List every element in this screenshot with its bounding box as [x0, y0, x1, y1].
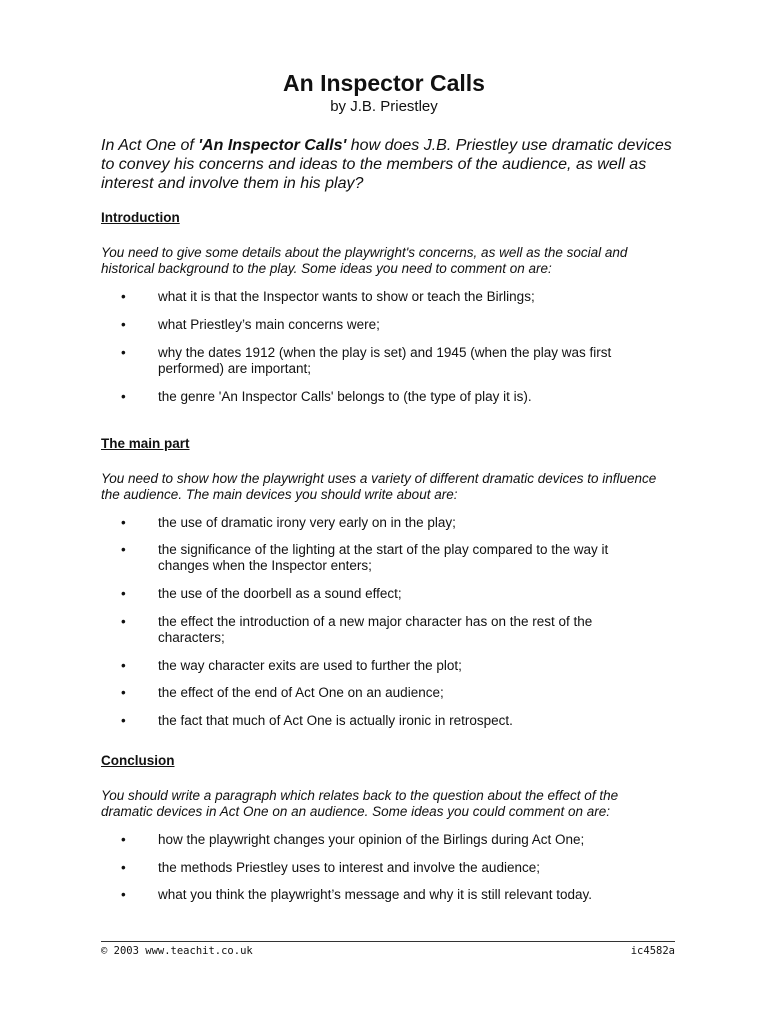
list-item-text: why the dates 1912 (when the play is set) and 1945 (when the play was first performed) are important;	[158, 345, 612, 376]
list-item-text: the significance of the lighting at the start of the play compared to the way it changes when the Inspector enters;	[158, 542, 609, 573]
list-item-text: how the playwright changes your opinion of the Birlings during Act One;	[158, 832, 585, 847]
bullet-icon: •	[121, 389, 126, 404]
list-item-text: the effect the introduction of a new major character has on the rest of the characters;	[158, 614, 593, 645]
bullet-icon: •	[121, 515, 126, 530]
list-item	[101, 542, 661, 574]
main-part-text: You need to show how the playwright uses a variety of different dramatic devices to influence the audience. The main devices you should write about are:	[101, 471, 657, 502]
list-item	[101, 345, 661, 377]
bullet-icon: •	[121, 289, 126, 304]
list-item-text: the genre 'An Inspector Calls' belongs to (the type of play it is).	[158, 389, 532, 404]
author-line: by J.B. Priestley	[330, 98, 438, 115]
main-part-heading: The main part	[101, 436, 190, 451]
question-pre: In Act One of	[101, 137, 199, 154]
list-item	[101, 614, 661, 646]
list-item	[101, 317, 661, 333]
list-item-text: the use of dramatic irony very early on in the play;	[158, 515, 456, 530]
bullet-icon: •	[121, 832, 126, 847]
bullet-icon: •	[121, 586, 126, 601]
list-item-text: what it is that the Inspector wants to show or teach the Birlings;	[158, 289, 535, 304]
bullet-icon: •	[121, 685, 126, 700]
list-item	[101, 658, 661, 674]
page-title: An Inspector Calls	[283, 70, 485, 96]
list-item-text: what Priestley’s main concerns were;	[158, 317, 380, 332]
question-post: how does J.B. Priestley use dramatic devices to convey his concerns and ideas to the members of the audience, as well as interest and involve them in his play?	[101, 137, 672, 192]
list-item-text: the use of the doorbell as a sound effect;	[158, 586, 402, 601]
footer-divider	[101, 941, 675, 942]
footer-copyright: © 2003 www.teachit.co.uk	[101, 945, 253, 957]
list-item-text: what you think the playwright’s message and why it is still relevant today.	[158, 887, 592, 902]
bullet-icon: •	[121, 345, 126, 360]
list-item	[101, 685, 661, 701]
bullet-icon: •	[121, 887, 126, 902]
list-item-text: the way character exits are used to further the plot;	[158, 658, 462, 673]
conclusion-heading: Conclusion	[101, 753, 175, 768]
introduction-text: You need to give some details about the playwright's concerns, as well as the social and historical background to the play. Some ideas you need to comment on are:	[101, 245, 628, 276]
list-item	[101, 289, 661, 305]
list-item	[101, 515, 661, 531]
list-item-text: the methods Priestley uses to interest and involve the audience;	[158, 860, 540, 875]
list-item	[101, 389, 661, 405]
introduction-heading: Introduction	[101, 210, 180, 225]
footer-resource-code: ic4582a	[630, 945, 675, 957]
list-item-text: the fact that much of Act One is actually ironic in retrospect.	[158, 713, 513, 728]
bullet-icon: •	[121, 317, 126, 332]
list-item	[101, 713, 661, 729]
conclusion-text: You should write a paragraph which relates back to the question about the effect of the dramatic devices in Act One on an audience. Some ideas you could comment on are:	[101, 788, 619, 819]
bullet-icon: •	[121, 860, 126, 875]
bullet-icon: •	[121, 542, 126, 557]
list-item	[101, 832, 661, 848]
bullet-icon: •	[121, 614, 126, 629]
bullet-icon: •	[121, 658, 126, 673]
essay-question	[101, 136, 681, 193]
list-item	[101, 586, 661, 602]
list-item	[101, 887, 661, 903]
bullet-icon: •	[121, 713, 126, 728]
list-item	[101, 860, 661, 876]
list-item-text: the effect of the end of Act One on an audience;	[158, 685, 444, 700]
question-play-title: 'An Inspector Calls'	[198, 137, 347, 154]
